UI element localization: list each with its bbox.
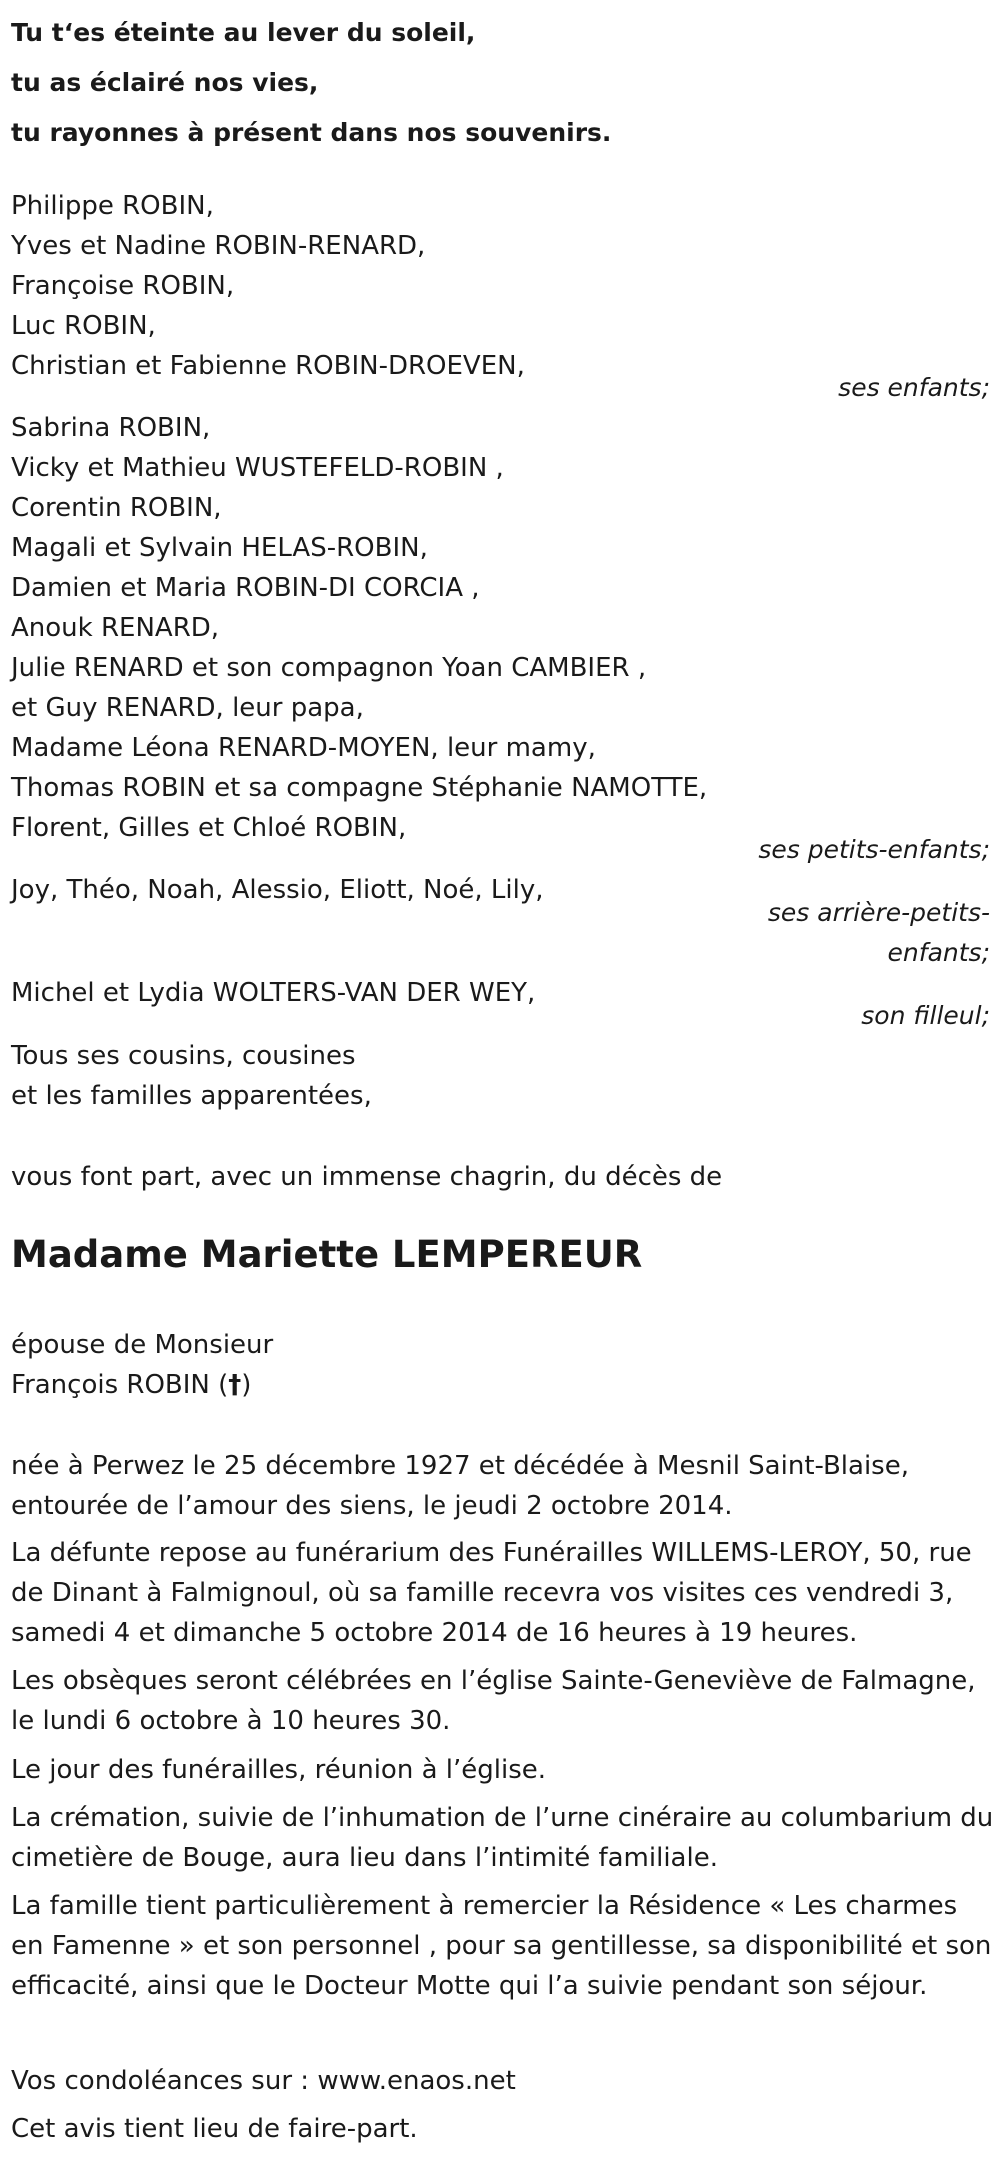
role-filleul: son filleul; — [861, 1001, 990, 1030]
enfant-name: Christian et Fabienne ROBIN-DROEVEN, — [11, 351, 525, 381]
petit-enfant-name: Vicky et Mathieu WUSTEFELD-ROBIN , — [11, 453, 504, 483]
cross-icon: † — [228, 1370, 242, 1400]
paragraph-funerarium: La défunte repose au funérarium des Funérailles WILLEMS-LEROY, 50, rue de Dinant à Falmignoul, où sa famille recevra vos visites ces vendredi 3, samedi 4 et dimanche 5 octobre 2014 de 16 heures à 19 heures. — [11, 1538, 972, 1648]
paragraph-obseques: Les obsèques seront célébrées en l’église Sainte-Geneviève de Falmagne, le lundi 6 octobre à 10 heures 30. — [11, 1666, 976, 1736]
deceased-name: Madame Mariette LEMPEREUR — [11, 1233, 643, 1276]
poem — [11, 8, 991, 158]
announcement: vous font part, avec un immense chagrin, du décès de — [11, 1162, 723, 1192]
petit-enfant-name: Florent, Gilles et Chloé ROBIN, — [11, 813, 407, 843]
paragraph-reunion: Le jour des funérailles, réunion à l’église. — [11, 1755, 547, 1785]
poem-line: tu as éclairé nos vies, — [11, 68, 319, 97]
petit-enfant-name: Madame Léona RENARD-MOYEN, leur mamy, — [11, 733, 596, 763]
spouse-close: ) — [241, 1370, 252, 1400]
petit-enfant-name: Corentin ROBIN, — [11, 493, 222, 523]
spouse-line: épouse de Monsieur — [11, 1330, 274, 1360]
enfant-name: Luc ROBIN, — [11, 311, 156, 341]
petit-enfant-name: Damien et Maria ROBIN-DI CORCIA , — [11, 573, 480, 603]
role-arriere-line1: ses arrière-petits- — [767, 898, 990, 927]
paragraph-condoleances: Vos condoléances sur : www.enaos.net — [11, 2066, 516, 2096]
paragraph-birth: née à Perwez le 25 décembre 1927 et décédée à Mesnil Saint-Blaise, entourée de l’amour des siens, le jeudi 2 octobre 2014. — [11, 1451, 909, 1521]
cousins-line: et les familles apparentées, — [11, 1081, 372, 1111]
petit-enfant-name: Magali et Sylvain HELAS-ROBIN, — [11, 533, 428, 563]
paragraph-cremation: La crémation, suivie de l’inhumation de l’urne cinéraire au columbarium du cimetière de Bouge, aura lieu dans l’intimité familiale. — [11, 1803, 994, 1873]
enfant-name: Françoise ROBIN, — [11, 271, 235, 301]
arriere-petits-enfants-names: Joy, Théo, Noah, Alessio, Eliott, Noé, Lily, — [11, 875, 544, 905]
spouse-name: François ROBIN ( — [11, 1370, 229, 1400]
paragraph-fairepart: Cet avis tient lieu de faire-part. — [11, 2114, 418, 2144]
petit-enfant-name: Anouk RENARD, — [11, 613, 220, 643]
poem-line: tu rayonnes à présent dans nos souvenirs. — [11, 118, 612, 147]
role-arriere-line2: enfants; — [887, 938, 990, 967]
enfant-name: Philippe ROBIN, — [11, 191, 214, 221]
role-enfants: ses enfants; — [838, 373, 990, 402]
petit-enfant-name: Julie RENARD et son compagnon Yoan CAMBIER , — [11, 653, 647, 683]
poem-line: Tu t‘es éteinte au lever du soleil, — [11, 18, 476, 47]
petit-enfant-name: Thomas ROBIN et sa compagne Stéphanie NAMOTTE, — [11, 773, 708, 803]
paragraph-remerciements: La famille tient particulièrement à remercier la Résidence « Les charmes en Famenne » et son personnel , pour sa gentillesse, sa disponibilité et son efficacité, ainsi que le Docteur Motte qui l’a suivie pendant son séjour. — [11, 1891, 992, 2001]
petit-enfant-name: Sabrina ROBIN, — [11, 413, 211, 443]
spouse-name-line — [11, 1365, 251, 1405]
enfant-name: Yves et Nadine ROBIN-RENARD, — [11, 231, 426, 261]
role-petits-enfants: ses petits-enfants; — [758, 835, 990, 864]
filleul-names: Michel et Lydia WOLTERS-VAN DER WEY, — [11, 978, 536, 1008]
cousins-line: Tous ses cousins, cousines — [11, 1041, 356, 1071]
petit-enfant-name: et Guy RENARD, leur papa, — [11, 693, 364, 723]
